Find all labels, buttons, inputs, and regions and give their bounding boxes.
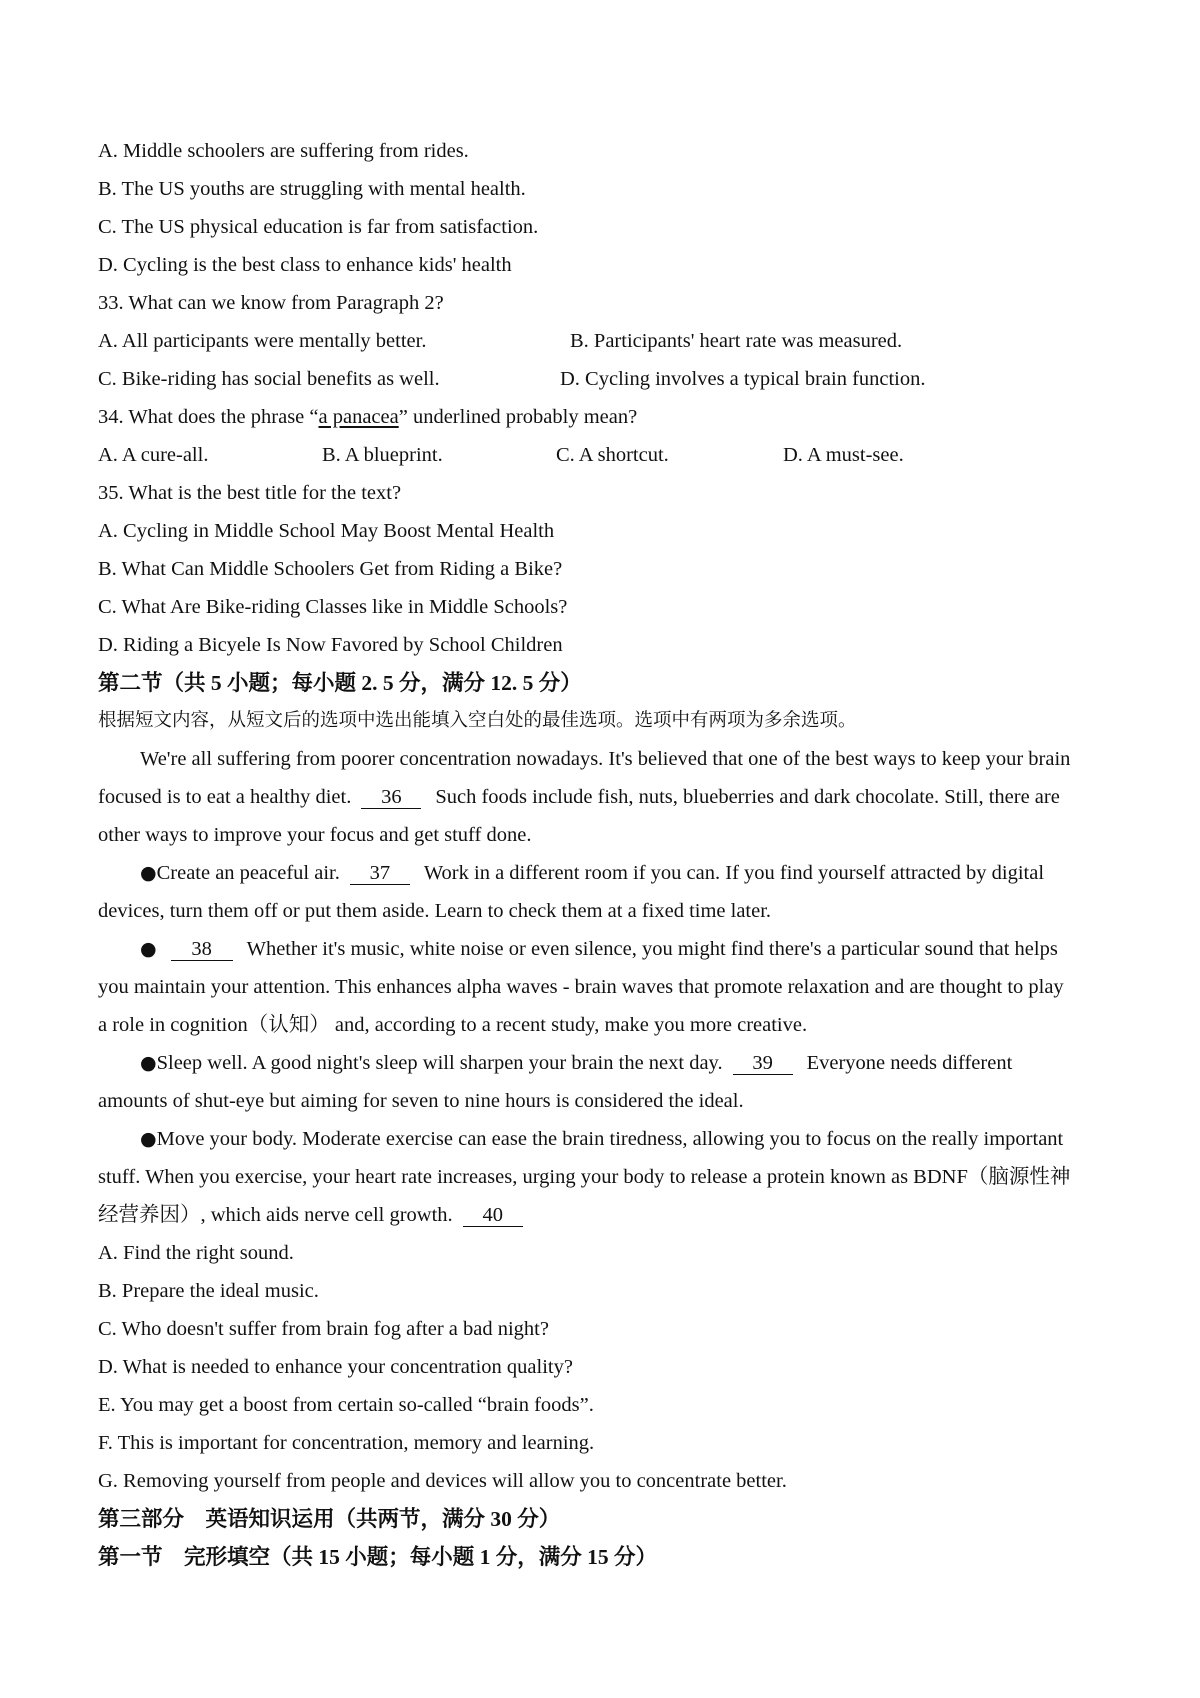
q32-option-d: D. Cycling is the best class to enhance kids' health xyxy=(98,254,512,276)
blank-38: 38 xyxy=(171,938,233,961)
blank-37: 37 xyxy=(350,862,410,885)
part3-heading: 第三部分 英语知识运用（共两节，满分 30 分） xyxy=(98,1507,561,1531)
passage-p1-line3: other ways to improve your focus and get stuff done. xyxy=(98,824,532,846)
underlined-phrase: a panacea xyxy=(318,406,399,428)
q35-option-d: D. Riding a Bicyele Is Now Favored by School Children xyxy=(98,634,563,656)
passage-p2-line2: devices, turn them off or put them aside. Learn to check them at a fixed time later. xyxy=(98,900,772,922)
section2-instruction: 根据短文内容，从短文后的选项中选出能填入空白处的最佳选项。选项中有两项为多余选项。 xyxy=(98,710,857,731)
q35-stem: 35. What is the best title for the text? xyxy=(98,482,402,504)
s2-option-d: D. What is needed to enhance your concentration quality? xyxy=(98,1356,573,1378)
q34-option-b: B. A blueprint. xyxy=(322,444,443,466)
section2-heading: 第二节（共 5 小题；每小题 2. 5 分，满分 12. 5 分） xyxy=(98,671,582,695)
q33-option-b: B. Participants' heart rate was measured. xyxy=(570,330,903,352)
q33-option-c: C. Bike-riding has social benefits as well. xyxy=(98,368,440,390)
passage-p1-line2 xyxy=(98,782,1060,812)
passage-p2-line1 xyxy=(140,858,1044,888)
passage-text: Whether it's music, white noise or even silence, you might find there's a particular sound that helps xyxy=(246,938,1058,960)
passage-text: focused is to eat a healthy diet. xyxy=(98,786,352,808)
q34-option-d: D. A must-see. xyxy=(783,444,904,466)
bullet-icon: ● xyxy=(140,862,157,884)
passage-p4-line1 xyxy=(140,1048,1012,1078)
q33-option-a: A. All participants were mentally better. xyxy=(98,330,427,352)
passage-text: Sleep well. A good night's sleep will sharpen your brain the next day. xyxy=(156,1052,723,1074)
q34-option-c: C. A shortcut. xyxy=(556,444,669,466)
q34-option-a: A. A cure-all. xyxy=(98,444,209,466)
s2-option-a: A. Find the right sound. xyxy=(98,1242,294,1264)
blank-40: 40 xyxy=(463,1204,523,1227)
s2-option-e: E. You may get a boost from certain so-called “brain foods”. xyxy=(98,1394,594,1416)
s2-option-b: B. Prepare the ideal music. xyxy=(98,1280,319,1302)
part3-subheading: 第一节 完形填空（共 15 小题；每小题 1 分，满分 15 分） xyxy=(98,1545,658,1569)
s2-option-f: F. This is important for concentration, memory and learning. xyxy=(98,1432,595,1454)
q35-option-b: B. What Can Middle Schoolers Get from Riding a Bike? xyxy=(98,558,563,580)
passage-text: Everyone needs different xyxy=(806,1052,1013,1074)
q32-option-a: A. Middle schoolers are suffering from rides. xyxy=(98,140,469,162)
passage-p5-line3 xyxy=(98,1200,537,1230)
passage-p3-line2: you maintain your attention. This enhances alpha waves - brain waves that promote relaxation and are thought to play xyxy=(98,976,1064,998)
passage-p3-line3: a role in cognition（认知） and, according to a recent study, make you more creative. xyxy=(98,1014,808,1036)
passage-text: Create an peaceful air. xyxy=(156,862,340,884)
s2-option-c: C. Who doesn't suffer from brain fog after a bad night? xyxy=(98,1318,549,1340)
passage-text: Move your body. Moderate exercise can ease the brain tiredness, allowing you to focus on the really important xyxy=(156,1128,1064,1150)
bullet-icon: ● xyxy=(140,1128,157,1150)
q35-option-c: C. What Are Bike-riding Classes like in Middle Schools? xyxy=(98,596,568,618)
q33-stem: 33. What can we know from Paragraph 2? xyxy=(98,292,444,314)
q33-option-d: D. Cycling involves a typical brain function. xyxy=(560,368,926,390)
s2-option-g: G. Removing yourself from people and devices will allow you to concentrate better. xyxy=(98,1470,787,1492)
passage-p1-line1: We're all suffering from poorer concentration nowadays. It's believed that one of the best ways to keep your brain xyxy=(140,748,1071,770)
passage-p5-line1 xyxy=(140,1124,1063,1154)
passage-text: Work in a different room if you can. If you find yourself attracted by digital xyxy=(423,862,1045,884)
passage-p5-line2: stuff. When you exercise, your heart rate increases, urging your body to release a protein known as BDNF（脑源性神 xyxy=(98,1166,1071,1188)
bullet-icon: ● xyxy=(140,938,157,960)
q32-option-b: B. The US youths are struggling with mental health. xyxy=(98,178,526,200)
q34-stem xyxy=(98,402,637,432)
q35-option-a: A. Cycling in Middle School May Boost Mental Health xyxy=(98,520,555,542)
q34-stem-start: 34. What does the phrase “ xyxy=(98,406,319,428)
q34-stem-end: ” underlined probably mean? xyxy=(398,406,638,428)
passage-p3-line1 xyxy=(140,934,1058,964)
blank-36: 36 xyxy=(361,786,421,809)
passage-p4-line2: amounts of shut-eye but aiming for seven to nine hours is considered the ideal. xyxy=(98,1090,744,1112)
bullet-icon: ● xyxy=(140,1052,157,1074)
blank-39: 39 xyxy=(733,1052,793,1075)
passage-text: 经营养因）, which aids nerve cell growth. xyxy=(98,1204,453,1226)
q32-option-c: C. The US physical education is far from satisfaction. xyxy=(98,216,539,238)
passage-text: Such foods include fish, nuts, blueberries and dark chocolate. Still, there are xyxy=(435,786,1060,808)
